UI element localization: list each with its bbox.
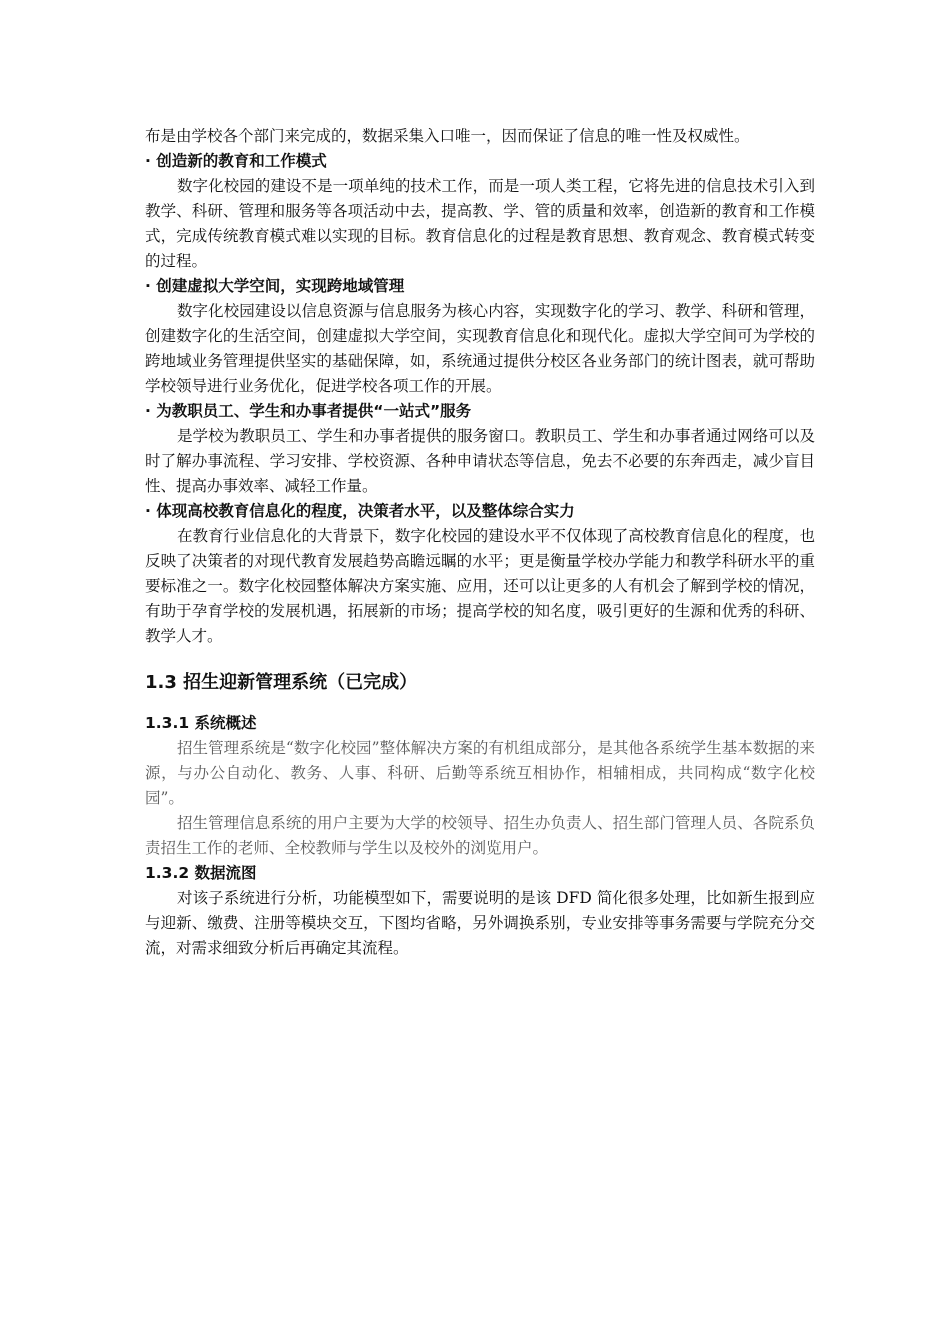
section-body-new-mode: 数字化校园的建设不是一项单纯的技术工作，而是一项人类工程，它将先进的信息技术引入到教学、科研、管理和服务等各项活动中去，提高教、学、管的质量和效率，创造新的教育和工作模式，完成传统教育模式难以实现的目标。教育信息化的过程是教育思想、教育观念、教育模式转变的过程。	[145, 177, 815, 270]
section-heading-informatization: · 体现高校教育信息化的程度，决策者水平，以及整体综合实力	[145, 502, 575, 520]
overview-paragraph-2: 招生管理信息系统的用户主要为大学的校领导、招生办负责人、招生部门管理人员、各院系负责招生工作的老师、全校教师与学生以及校外的浏览用户。	[145, 814, 815, 857]
section-body-virtual-campus: 数字化校园建设以信息资源与信息服务为核心内容，实现数字化的学习、教学、科研和管理，创建数字化的生活空间，创建虚拟大学空间，实现教育信息化和现代化。虚拟大学空间可为学校的跨地域业务管理提供坚实的基础保障，如，系统通过提供分校区各业务部门的统计图表，就可帮助学校领导进行业务优化，促进学校各项工作的开展。	[145, 302, 815, 395]
section-body-informatization: 在教育行业信息化的大背景下，数字化校园的建设水平不仅体现了高校教育信息化的程度，也反映了决策者的对现代教育发展趋势高瞻远瞩的水平；更是衡量学校办学能力和教学科研水平的重要标准之一。数字化校园整体解决方案实施、应用，还可以让更多的人有机会了解到学校的情况，有助于孕育学校的发展机遇，拓展新的市场；提高学校的知名度，吸引更好的生源和优秀的科研、教学人才。	[145, 527, 815, 645]
overview-paragraph-1: 招生管理系统是“数字化校园”整体解决方案的有机组成部分，是其他各系统学生基本数据的来源，与办公自动化、教务、人事、科研、后勤等系统互相协作，相辅相成，共同构成“数字化校园”。	[145, 739, 815, 807]
document-page	[145, 124, 815, 961]
section-heading-new-mode: · 创造新的教育和工作模式	[145, 152, 327, 170]
subsection-title-dfd: 1.3.2 数据流图	[145, 864, 257, 882]
section-heading-virtual-campus: · 创建虚拟大学空间，实现跨地域管理	[145, 277, 405, 295]
section-heading-one-stop: · 为教职员工、学生和办事者提供“一站式”服务	[145, 402, 472, 420]
intro-continuation: 布是由学校各个部门来完成的，数据采集入口唯一，因而保证了信息的唯一性及权威性。	[145, 127, 750, 145]
section-body-one-stop: 是学校为教职员工、学生和办事者提供的服务窗口。教职员工、学生和办事者通过网络可以及时了解办事流程、学习安排、学校资源、各种申请状态等信息，免去不必要的东奔西走，减少盲目性、提高办事效率、减轻工作量。	[145, 427, 815, 495]
dfd-paragraph: 对该子系统进行分析，功能模型如下，需要说明的是该 DFD 简化很多处理，比如新生报到应与迎新、缴费、注册等模块交互，下图均省略，另外调换系别，专业安排等事务需要与学院充分交流，对需求细致分析后再确定其流程。	[145, 889, 815, 957]
chapter-title: 1.3 招生迎新管理系统（已完成）	[145, 672, 418, 693]
subsection-title-overview: 1.3.1 系统概述	[145, 714, 257, 732]
